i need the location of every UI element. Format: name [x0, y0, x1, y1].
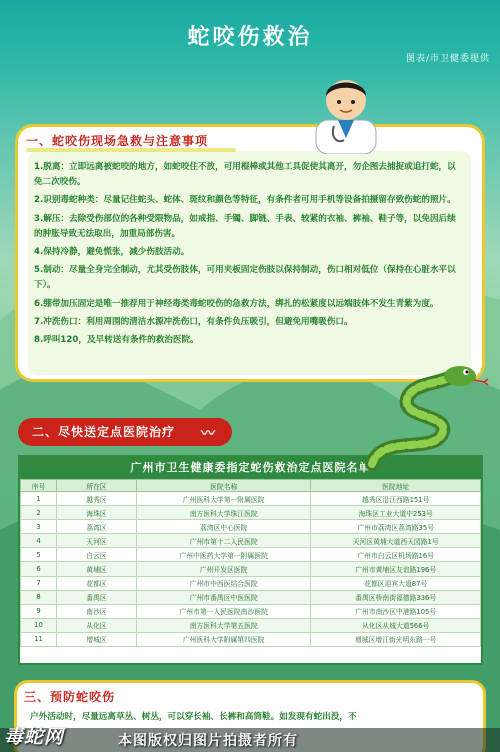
prevention-text: 户外活动时，尽量远离草丛、树丛，可以穿长袖、长裤和高筒鞋。如发现有蛇出没，不 [30, 712, 357, 722]
list-item: 7.冲洗伤口：利用周围的清洁水源冲洗伤口，有条件负压吸引，但避免用嘴吸伤口。 [34, 316, 353, 327]
table-row [21, 562, 481, 576]
doctor-illustration [308, 68, 384, 154]
table-cell: 10 [21, 618, 57, 632]
table-row [21, 604, 481, 618]
table-cell: 南方医科大学珠江医院 [137, 506, 311, 520]
heading-underline [26, 148, 236, 152]
table-row [21, 632, 481, 646]
table-row [21, 520, 481, 534]
table-cell: 越秀区 [57, 492, 137, 506]
table-cell: 番禺区 [57, 590, 137, 604]
snake-illustration [362, 364, 492, 474]
table-cell: 5 [21, 548, 57, 562]
table-cell: 广州医科大学附属第四医院 [137, 632, 311, 646]
table-cell: 3 [21, 520, 57, 534]
column-header: 医院名称 [137, 480, 311, 492]
table-cell: 广州市中西医结合医院 [137, 576, 311, 590]
table-cell: 广州市第十二人民医院 [137, 534, 311, 548]
section1-heading-text: 一、蛇咬伤现场急救与注意事项 [26, 134, 209, 148]
table-cell: 从化区从城大道566号 [311, 618, 481, 632]
watermark-text: 本图版权归图片拍摄者所有 [118, 733, 298, 749]
table-cell: 广州市番禺区中医医院 [137, 590, 311, 604]
column-header: 所在区 [57, 480, 137, 492]
table-cell: 增城区增江街光明东路一号 [311, 632, 481, 646]
table-row [21, 534, 481, 548]
column-header: 序号 [21, 480, 57, 492]
hospital-list [20, 479, 481, 647]
table-row [21, 492, 481, 506]
column-header: 医院地址 [311, 480, 481, 492]
list-item: 6.绷带加压固定是唯一推荐用于神经毒类毒蛇咬伤的急救方法，绑扎的松紧度以远端肢体不发生青紫为度。 [34, 298, 439, 309]
table-cell: 广州中医药大学第一附属医院 [137, 548, 311, 562]
table-cell: 海珠区工业大道中253号 [311, 506, 481, 520]
table-cell: 广州市荔湾区荔湾路35号 [311, 520, 481, 534]
list-item: 5.制动：尽量全身完全制动，尤其受伤肢体，可用夹板固定伤肢以保持制动，伤口相对低位（保持在心脏水平以下）。 [34, 265, 456, 291]
table-cell: 增城区 [57, 632, 137, 646]
table-cell: 白云区 [57, 548, 137, 562]
table-cell: 11 [21, 632, 57, 646]
table-cell: 从化区 [57, 618, 137, 632]
table-cell: 广州医科大学第一附属医院 [137, 492, 311, 506]
table-cell: 广州市南沙区中港路105号 [311, 604, 481, 618]
table-cell: 南沙区 [57, 604, 137, 618]
wave-icon: 〰 [201, 426, 216, 442]
source-credit: 图表/市卫健委提供 [405, 54, 490, 64]
list-item: 4.保持冷静，避免慌张，减少伤肢活动。 [34, 247, 190, 258]
table-cell: 广州市第一人民医院南沙医院 [137, 604, 311, 618]
table-cell: 越秀区沿江西路151号 [311, 492, 481, 506]
table-cell: 荔湾区 [57, 520, 137, 534]
table-cell: 2 [21, 506, 57, 520]
table-row [21, 618, 481, 632]
table-cell: 花都区 [57, 576, 137, 590]
table-cell: 6 [21, 562, 57, 576]
page-title: 蛇咬伤救治 [187, 25, 313, 50]
table-title: 广州市卫生健康委指定蛇伤救治定点医院名单 [20, 457, 481, 479]
section1-heading [26, 132, 208, 149]
table-cell: 海珠区 [57, 506, 137, 520]
table-cell: 9 [21, 604, 57, 618]
table-cell: 荔湾区中心医院 [137, 520, 311, 534]
table-cell: 番禺区桥南街福德路336号 [311, 590, 481, 604]
list-item: 1.脱离：立即远离被蛇咬的地方，如蛇咬住不放，可用棍棒或其他工具促使其离开，勿企图去捕捉或追打蛇，以免二次咬伤。 [34, 162, 456, 188]
table-row [21, 548, 481, 562]
watermark-logo: 毒蛇网 [4, 726, 65, 748]
table-header-row [21, 480, 481, 492]
table-row [21, 590, 481, 604]
list-item: 3.解压：去除受伤部位的各种受限物品，如戒指、手镯、脚链、手表、较紧的衣袖、裤袖、鞋子等，以免因后续的肿胀导致无法取出，加重局部伤害。 [34, 213, 456, 239]
table-cell: 黄埔区 [57, 562, 137, 576]
table-cell: 南方医科大学第五医院 [137, 618, 311, 632]
table-cell: 广州市黄埔区友谊路196号 [311, 562, 481, 576]
table-cell: 天河区黄埔大道西天园路1号 [311, 534, 481, 548]
list-item: 8.呼叫120，及早转送有条件的救治医院。 [34, 335, 199, 346]
section2-heading: 二、尽快送定点医院治疗 [32, 425, 176, 439]
table-row [21, 506, 481, 520]
table-cell: 天河区 [57, 534, 137, 548]
table-row [21, 576, 481, 590]
first-aid-list [34, 160, 464, 351]
table-cell: 4 [21, 534, 57, 548]
table-cell: 广州市白云区机场路16号 [311, 548, 481, 562]
table-cell: 8 [21, 590, 57, 604]
list-item: 2.识别毒蛇种类：尽量记住蛇头、蛇体、斑纹和颜色等特征，有条件者可用手机等设备拍摄留存致伤蛇的照片。 [34, 195, 456, 206]
section3-heading: 三、预防蛇咬伤 [24, 690, 116, 704]
table-cell: 1 [21, 492, 57, 506]
hospital-table [18, 455, 483, 665]
table-cell: 广州开发区医院 [137, 562, 311, 576]
section2-banner [18, 418, 232, 446]
table-cell: 花都区迎宾大道87号 [311, 576, 481, 590]
table-cell: 7 [21, 576, 57, 590]
